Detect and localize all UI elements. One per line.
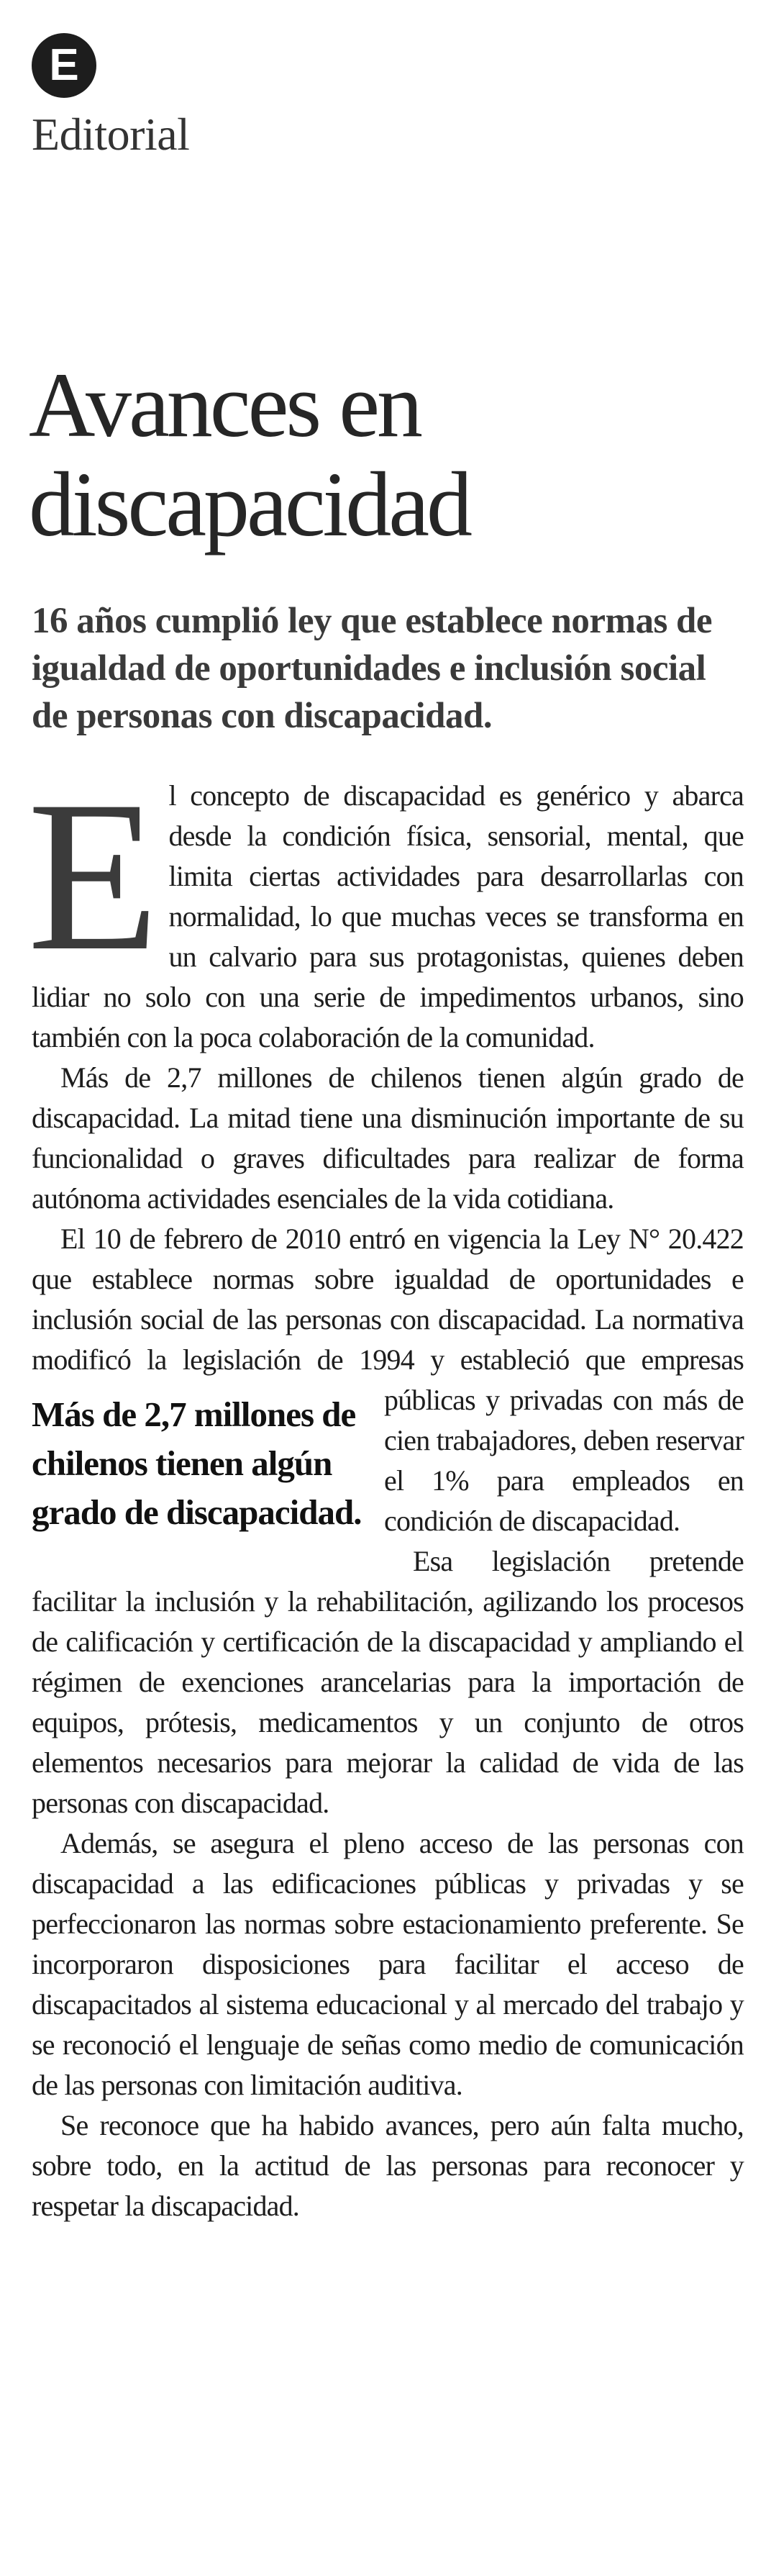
paragraph-3-tail: más de cien trabajadores, deben reservar el 1% para empleados en condición de discapacidad. [384,1384,744,1537]
section-label: Editorial [32,109,190,160]
pull-quote: Más de 2,7 millones de chilenos tienen algún grado de discapacidad. [32,1394,362,1532]
paragraph-2: Más de 2,7 millones de chilenos tienen algún grado de discapacidad. La mitad tiene una disminución importante de su funcionalidad o graves dificultades para realizar de forma autónoma actividades esenciales de la vida cotidiana. [32,1061,744,1215]
paragraph-5: Además, se asegura el pleno acceso de las personas con discapacidad a las edificaciones públicas y privadas y se perfeccionaron las normas sobre estacionamiento preferente. Se incorporaron disposiciones para facilitar el acceso de discapacitados al sistema educacional y al mercado del trabajo y se reconoció el lenguaje de señas como medio de comunicación de las personas con limitación auditiva. [32,1827,744,2101]
article-deck: 16 años cumplió ley que establece normas de igualdad de oportunidades e inclusión social de personas con discapacidad. [32,601,713,736]
paragraph-3: El 10 de febrero de 2010 entró en vigencia la Ley N° 20.422 que establece normas sobre igualdad de oportunidades e inclusión social de las personas con discapacidad. La normativa modificó la legislación de 1994 y estableció que empresas públicas y privadas con [32,1223,744,1416]
article-body [27,756,744,2226]
paragraph-6: Se reconoce que ha habido avances, pero aún falta mucho, sobre todo, en la actitud de las personas para reconocer y respetar la discapacidad. [32,2109,744,2222]
drop-cap: E [27,756,159,995]
paragraph-4-container [32,1541,744,1823]
paragraph-4: Esa legislación pretende facilitar la inclusión y la rehabilitación, agilizando los procesos de calificación y certificación de la discapacidad y ampliando el régimen de exenciones arancelarias para la importación de equipos, prótesis, medicamentos y un conjunto de otros elementos necesarios para mejorar la calidad de vida de las personas con discapacidad. [32,1545,744,1819]
article-headline: Avances en discapacidad [29,354,470,555]
paragraph-3-container [32,1219,744,1541]
paragraph-1 [27,756,744,1058]
section-badge-icon: E [32,33,96,98]
paragraph-1-text: l concepto de discapacidad es genérico y abarca desde la condición física, sensorial, mental, que limita ciertas actividades para desarrollarlas con normalidad, lo que muchas veces se transforma en un calvario para sus protagonistas, quienes deben lidiar no solo con una serie de impedimentos urbanos, sino también con la poca colaboración de la comunidad. [32,779,744,1053]
